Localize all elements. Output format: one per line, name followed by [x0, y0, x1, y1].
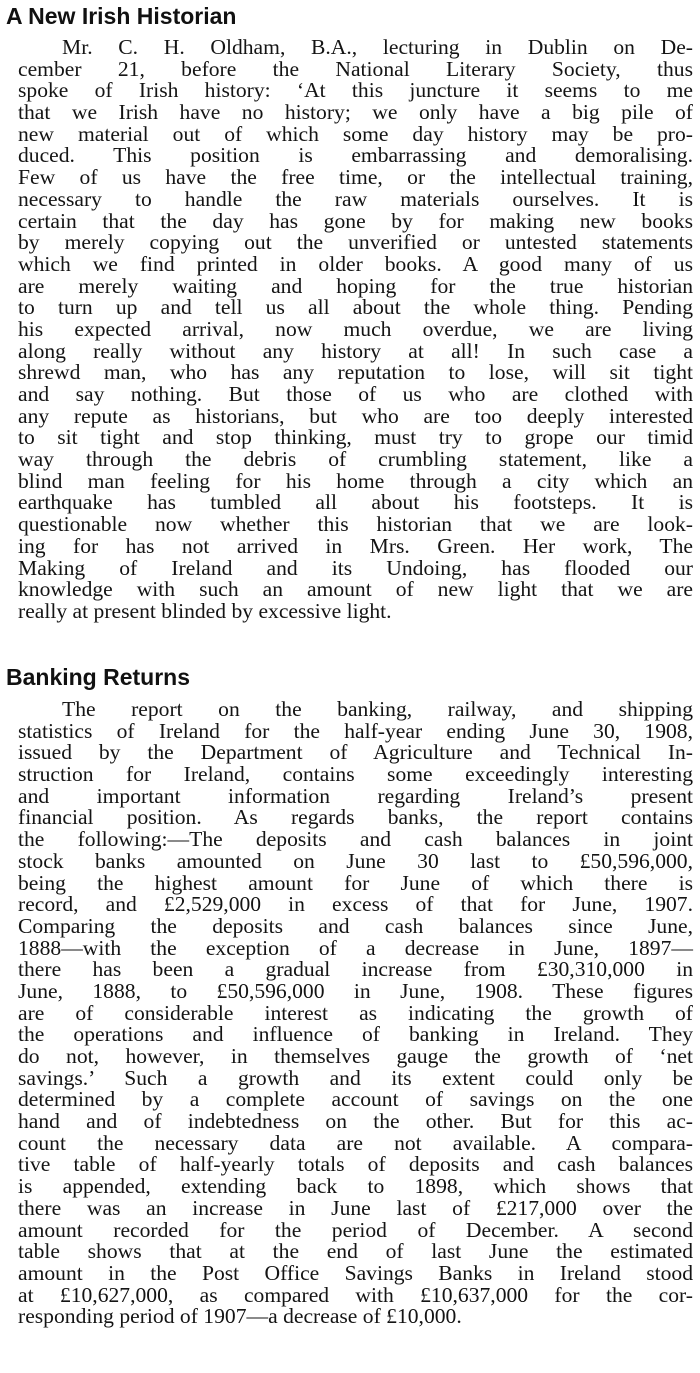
- text-line: and say nothing. But those of us who are clothed with: [18, 382, 693, 406]
- text-line: amount in the Post Office Savings Banks in Ireland stood: [18, 1260, 693, 1285]
- text-line: by merely copying out the unverified or untested statements: [18, 230, 693, 255]
- text-line: certain that the day has gone by for making new books: [18, 208, 693, 233]
- text-line: cember 21, before the National Literary Society, thus: [18, 56, 693, 81]
- article-heading-banking-returns: Banking Returns: [6, 664, 191, 690]
- text-line: struction for Ireland, contains some exceedingly interesting: [18, 762, 693, 787]
- text-line: Few of us have the free time, or the intellectual training,: [18, 165, 693, 190]
- text-line: really at present blinded by excessive light.: [18, 598, 392, 623]
- text-line: responding period of 1907—a decrease of £10,000.: [18, 1304, 462, 1329]
- article-body-new-irish-historian: [18, 37, 693, 623]
- text-line: ing for has not arrived in Mrs. Green. Her work, The: [18, 533, 693, 558]
- text-line: blind man feeling for his home through a city which an: [18, 468, 693, 493]
- text-line: The report on the banking, railway, and shipping: [62, 697, 693, 721]
- text-line: new material out of which some day history may be pro-: [18, 121, 693, 146]
- text-line: do not, however, in themselves gauge the growth of ‘net: [18, 1044, 693, 1068]
- text-line: issued by the Department of Agriculture and Technical In-: [18, 740, 693, 765]
- text-line: are merely waiting and hoping for the true historian: [18, 273, 693, 298]
- text-line: duced. This position is embarrassing and demoralising.: [18, 143, 693, 168]
- article-heading-new-irish-historian: A New Irish Historian: [6, 3, 237, 29]
- text-line: savings.’ Such a growth and its extent could only be: [18, 1065, 693, 1090]
- text-line: statistics of Ireland for the half-year ending June 30, 1908,: [18, 718, 693, 743]
- text-line: Mr. C. H. Oldham, B.A., lecturing in Dublin on De-: [62, 35, 693, 59]
- text-line: way through the debris of crumbling statement, like a: [18, 447, 693, 472]
- text-line: hand and of indebtedness on the other. But for this ac-: [18, 1109, 693, 1134]
- text-line: table shows that at the end of last June the estimated: [18, 1239, 693, 1264]
- text-line: 1888—with the exception of a decrease in June, 1897—: [18, 935, 693, 960]
- text-line: to sit tight and stop thinking, must try to grope our timid: [18, 425, 693, 450]
- text-line: the operations and influence of banking in Ireland. They: [18, 1022, 693, 1047]
- text-line: any repute as historians, but who are too deeply interested: [18, 403, 693, 428]
- text-line: earthquake has tumbled all about his footsteps. It is: [18, 490, 693, 515]
- text-line: along really without any history at all! In such case a: [18, 338, 693, 363]
- text-line: and important information regarding Ireland’s present: [18, 783, 693, 808]
- text-line: the following:—The deposits and cash balances in joint: [18, 827, 693, 852]
- text-line: his expected arrival, now much overdue, we are living: [18, 316, 693, 341]
- text-line: shrewd man, who has any reputation to lose, will sit tight: [18, 360, 693, 385]
- text-line: determined by a complete account of savings on the one: [18, 1087, 693, 1112]
- text-line: necessary to handle the raw materials ourselves. It is: [18, 186, 693, 211]
- text-line: at £10,627,000, as compared with £10,637,000 for the cor-: [18, 1282, 693, 1307]
- text-line: are of considerable interest as indicating the growth of: [18, 1000, 693, 1025]
- text-line: amount recorded for the period of December. A second: [18, 1217, 693, 1242]
- text-line: Making of Ireland and its Undoing, has flooded our: [18, 555, 693, 580]
- text-line: there has been a gradual increase from £30,310,000 in: [18, 957, 693, 982]
- text-line: financial position. As regards banks, the report contains: [18, 805, 693, 830]
- text-line: being the highest amount for June of which there is: [18, 870, 693, 895]
- text-line: there was an increase in June last of £217,000 over the: [18, 1195, 693, 1220]
- text-line: tive table of half-yearly totals of deposits and cash balances: [18, 1152, 693, 1177]
- text-line: stock banks amounted on June 30 last to £50,596,000,: [18, 848, 693, 873]
- text-line: knowledge with such an amount of new light that we are: [18, 577, 693, 602]
- text-line: to turn up and tell us all about the whole thing. Pending: [18, 295, 693, 320]
- text-line: is appended, extending back to 1898, which shows that: [18, 1174, 693, 1199]
- text-line: Comparing the deposits and cash balances since June,: [18, 913, 693, 938]
- text-line: which we find printed in older books. A good many of us: [18, 251, 693, 276]
- article-body-banking-returns: [18, 699, 693, 1328]
- text-line: that we Irish have no history; we only have a big pile of: [18, 100, 693, 125]
- text-line: count the necessary data are not available. A compara-: [18, 1130, 693, 1155]
- text-line: June, 1888, to £50,596,000 in June, 1908. These figures: [18, 978, 693, 1003]
- text-line: spoke of Irish history: ‘At this juncture it seems to me: [18, 78, 693, 103]
- text-line: questionable now whether this historian that we are look-: [18, 512, 693, 537]
- text-line: record, and £2,529,000 in excess of that for June, 1907.: [18, 892, 693, 917]
